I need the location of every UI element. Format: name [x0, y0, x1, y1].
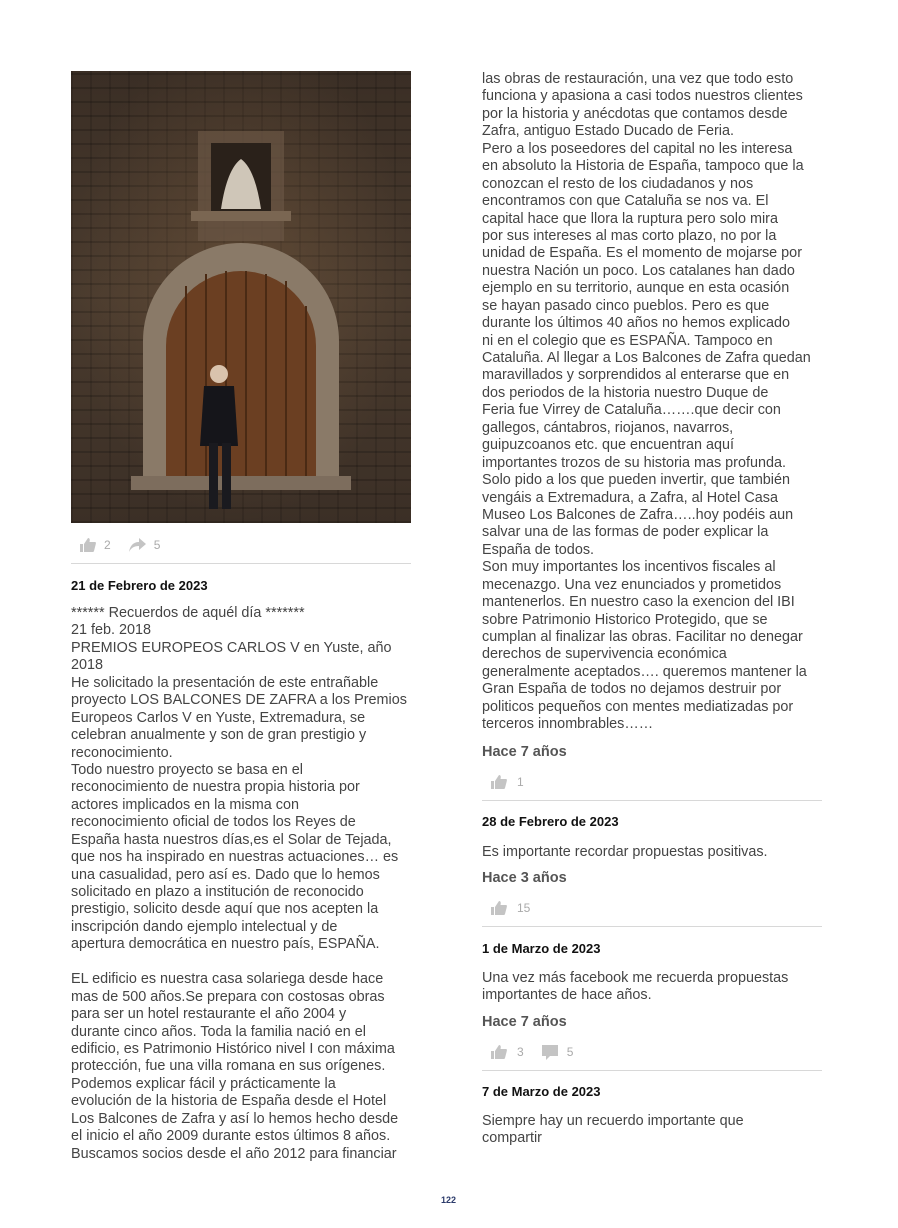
- post-photo: [71, 71, 411, 523]
- text-line: el inicio el año 2009 durante estos últimos 8 años.: [71, 1128, 391, 1145]
- text-line: mecenazgo. Una vez enunciados y prometidos: [482, 576, 782, 593]
- text-line: se hayan pasado cinco pueblos. Pero es que: [482, 297, 770, 314]
- page-number: 122: [441, 1195, 457, 1205]
- like-count: 3: [517, 1045, 524, 1059]
- text-line: Son muy importantes los incentivos fiscales al: [482, 559, 776, 576]
- text-line: ****** Recuerdos de aquél día *******: [71, 605, 305, 621]
- like-icon[interactable]: [491, 775, 507, 789]
- share-icon[interactable]: [129, 538, 146, 552]
- text-line: terceros innombrables……: [482, 716, 654, 733]
- text-line: una casualidad, pero así es. Dado que lo hemos: [71, 866, 380, 883]
- text-line: apertura democrática en nuestro país, ESPAÑA.: [71, 936, 380, 953]
- divider: [71, 563, 411, 564]
- text-line: salvar una de las formas de poder explicar la: [482, 524, 769, 541]
- reactions: [491, 1044, 573, 1060]
- text-line: Feria fue Virrey de Cataluña…….que decir con: [482, 402, 781, 419]
- post-date: 7 de Marzo de 2023: [482, 1084, 601, 1099]
- like-icon[interactable]: [491, 901, 507, 915]
- photo-door-arch-illustration: [71, 71, 411, 523]
- divider: [482, 800, 822, 801]
- text-line: importantes trozos de su historia mas profunda.: [482, 454, 786, 471]
- text-line: España de todos.: [482, 541, 595, 558]
- text-line: reconocimiento oficial de todos los Reyes de: [71, 814, 356, 831]
- text-line: compartir: [482, 1130, 542, 1147]
- post-body: [482, 970, 788, 1005]
- text-line: Siempre hay un recuerdo importante que: [482, 1113, 744, 1129]
- text-line: mantenerlos. En nuestro caso la exencion del IBI: [482, 594, 795, 611]
- post-age: Hace 3 años: [482, 870, 567, 886]
- text-line: PREMIOS EUROPEOS CARLOS V en Yuste, año: [71, 639, 392, 656]
- text-line: Buscamos socios desde el año 2012 para financiar: [71, 1145, 397, 1162]
- text-line: unidad de España. Es el momento de mojarse por: [482, 245, 802, 262]
- text-line: EL edificio es nuestra casa solariega desde hace: [71, 971, 384, 988]
- text-line: Los Balcones de Zafra y así lo hemos hecho desde: [71, 1110, 399, 1127]
- text-line: encontramos con que Cataluña se nos va. El: [482, 193, 769, 210]
- text-line: por la historia y anécdotas que contamos desde: [482, 105, 788, 122]
- text-line: nuestra Nación un poco. Los catalanes han dado: [482, 262, 795, 279]
- text-line: Zafra, antiguo Estado Ducado de Feria.: [482, 123, 734, 140]
- text-line: Es importante recordar propuestas positivas.: [482, 844, 768, 860]
- text-line: actores implicados en la misma con: [71, 796, 299, 813]
- reactions: [491, 774, 524, 790]
- text-line: mas de 500 años.Se prepara con costosas obras: [71, 988, 385, 1005]
- text-line: guipuzcoanos etc. que encuentran aquí: [482, 437, 735, 454]
- like-count: 1: [517, 775, 524, 789]
- text-line: dos periodos de la historia nuestro Duque de: [482, 384, 769, 401]
- text-line: He solicitado la presentación de este entrañable: [71, 674, 379, 691]
- post-date: 28 de Febrero de 2023: [482, 814, 619, 829]
- text-line: evolución de la historia de España desde el Hotel: [71, 1093, 387, 1110]
- text-line: España hasta nuestros días,es el Solar de Tejada,: [71, 831, 392, 848]
- text-line: ejemplo en su territorio, aunque en esta ocasión: [482, 280, 790, 297]
- divider: [482, 926, 822, 927]
- text-line: reconocimiento.: [71, 744, 173, 761]
- text-line: cumplan al finalizar las obras. Facilitar no denegar: [482, 629, 803, 645]
- text-line: las obras de restauración, una vez que todo esto: [482, 71, 794, 87]
- text-line: Podemos explicar fácil y prácticamente la: [71, 1075, 336, 1092]
- text-line: durante los últimos 40 años no hemos explicado: [482, 315, 790, 332]
- text-line: edificio, es Patrimonio Histórico nivel I con máxima: [71, 1040, 395, 1057]
- post-age: Hace 7 años: [482, 1014, 567, 1030]
- comment-count: 5: [566, 1045, 574, 1059]
- text-line: [71, 954, 407, 971]
- like-icon[interactable]: [491, 1045, 507, 1059]
- text-line: 21 feb. 2018: [71, 622, 152, 639]
- text-line: funciona y apasiona a casi todos nuestros clientes: [482, 88, 803, 105]
- text-line: generalmente aceptados…. queremos mantener la: [482, 663, 807, 680]
- post-date: 21 de Febrero de 2023: [71, 578, 208, 593]
- comment-icon[interactable]: [542, 1045, 558, 1060]
- text-line: Museo Los Balcones de Zafra…..hoy podéis aun: [482, 506, 794, 523]
- divider: [482, 1070, 822, 1071]
- text-line: maravillados y sorprendidos al enterarse que en: [482, 367, 790, 384]
- share-count: 5: [153, 538, 161, 552]
- text-line: en absoluto la Historia de España, tampoco que la: [482, 158, 804, 175]
- reactions: [491, 900, 530, 916]
- text-line: sobre Patrimonio Historico Protegido, que se: [482, 611, 768, 628]
- text-line: por sus intereses al mas corto plazo, no por la: [482, 227, 777, 244]
- text-line: Cataluña. Al llegar a Los Balcones de Zafra quedan: [482, 350, 811, 366]
- text-line: Una vez más facebook me recuerda propuestas: [482, 970, 789, 986]
- text-line: Gran España de todos no dejamos destruir por: [482, 681, 782, 698]
- post-body: [71, 605, 407, 1163]
- like-count: 2: [104, 538, 111, 552]
- text-line: celebran anualmente y son de gran prestigio y: [71, 727, 367, 744]
- text-line: Pero a los poseedores del capital no les interesa: [482, 140, 793, 157]
- text-line: ni en el colegio que es ESPAÑA. Tampoco en: [482, 332, 773, 349]
- text-line: reconocimiento de nuestra propia historia por: [71, 779, 360, 796]
- text-line: proyecto LOS BALCONES DE ZAFRA a los Premios: [71, 692, 407, 709]
- text-line: vengáis a Extremadura, a Zafra, al Hotel Casa: [482, 489, 778, 506]
- text-line: gallegos, cántabros, riojanos, navarros,: [482, 419, 734, 436]
- post-body-continuation: [482, 71, 811, 734]
- text-line: prestigio, solicito desde aquí que nos acepten la: [71, 901, 379, 918]
- text-line: politicos pequeños con mentes mediatizadas por: [482, 698, 794, 715]
- post-body: [482, 1113, 744, 1148]
- text-line: capital hace que llora la ruptura pero solo mira: [482, 210, 778, 227]
- post-body: [482, 844, 768, 861]
- text-line: conozcan el resto de los ciudadanos y nos: [482, 175, 754, 192]
- left-reactions: [80, 537, 160, 553]
- post-date: 1 de Marzo de 2023: [482, 941, 601, 956]
- text-line: importantes de hace años.: [482, 987, 652, 1004]
- text-line: que nos ha inspirado en nuestras actuaciones… es: [71, 849, 399, 866]
- text-line: protección, fue una villa romana en sus orígenes.: [71, 1058, 386, 1075]
- text-line: solicitado en plazo a institución de reconocido: [71, 884, 364, 900]
- text-line: inscripción dando ejemplo intelectual y de: [71, 918, 338, 935]
- like-icon[interactable]: [80, 538, 96, 552]
- post-age: Hace 7 años: [482, 744, 567, 760]
- text-line: durante cinco años. Toda la familia nació en el: [71, 1023, 366, 1040]
- like-count: 15: [517, 901, 531, 915]
- text-line: Europeos Carlos V en Yuste, Extremadura, se: [71, 709, 366, 726]
- text-line: Solo pido a los que pueden invertir, que también: [482, 472, 791, 489]
- text-line: para ser un hotel restaurante el año 2004 y: [71, 1006, 347, 1023]
- text-line: derechos de supervivencia económica: [482, 646, 727, 663]
- text-line: 2018: [71, 657, 104, 674]
- text-line: Todo nuestro proyecto se basa en el: [71, 761, 303, 778]
